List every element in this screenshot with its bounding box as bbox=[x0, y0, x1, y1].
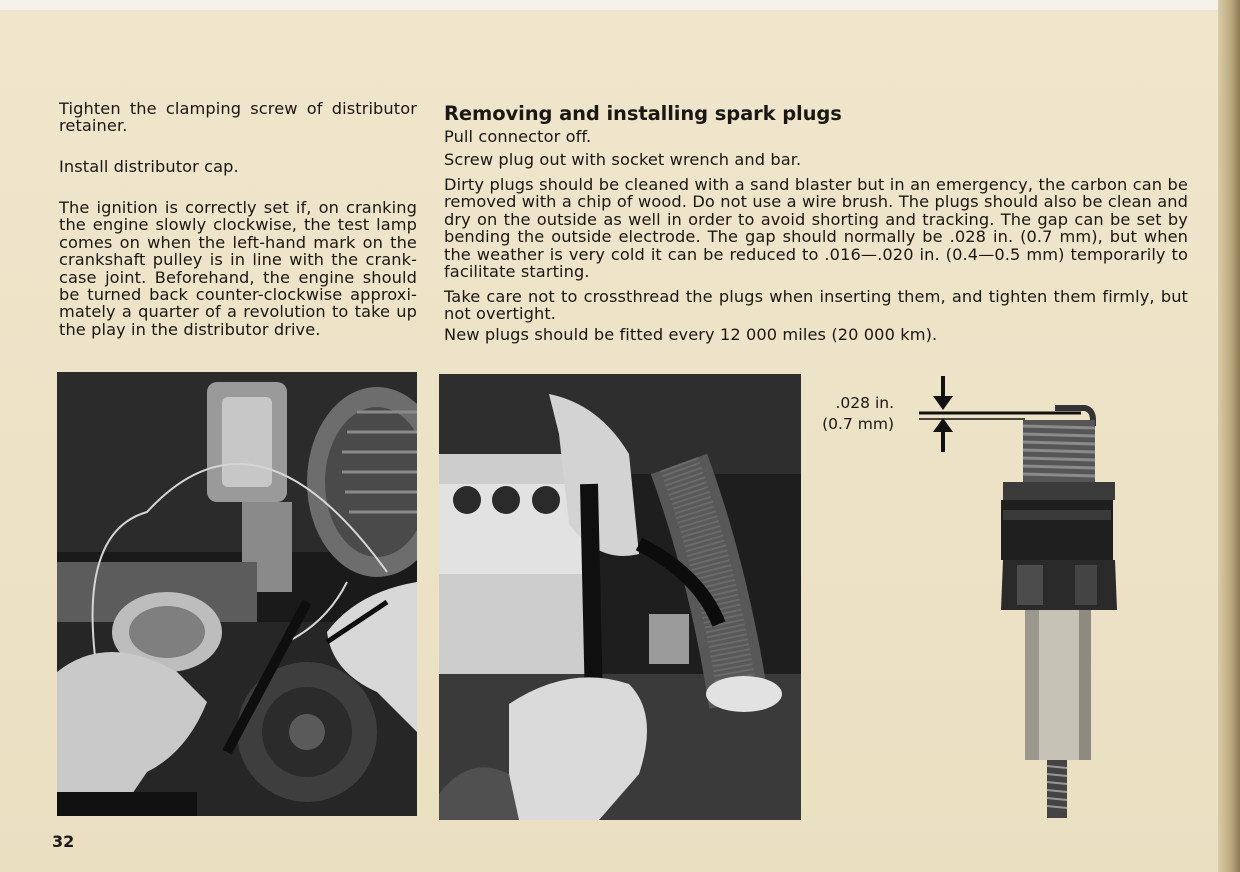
page-binding-edge bbox=[1218, 0, 1240, 872]
scan-top-border bbox=[0, 0, 1240, 10]
left-paragraph-clamping-screw: Tighten the clamping screw of distributor retainer. bbox=[59, 99, 417, 136]
right-paragraph-cleaning: Dirty plugs should be cleaned with a sand blaster but in an emergency, the carbon can be removed with a chip of wood. Do not use a wire brush. The plugs should also be clean and dry on the outside as well in order to avoid shorting and tracking. The gap can be set by bending the outside electrode. The gap should normally be .028 in. (0.7 mm), but when the weather is very cold it can be reduced to .016—.020 in. (0.4—0.5 mm) temporarily to facilitate starting. bbox=[444, 175, 1188, 282]
gap-measurement-inches: .028 in. bbox=[835, 394, 894, 412]
socket-wrench-photo bbox=[439, 374, 801, 820]
engine-distributor-photo bbox=[57, 372, 417, 816]
right-paragraph-socket-wrench: Screw plug out with socket wrench and bar. bbox=[444, 150, 802, 169]
section-heading: Removing and installing spark plugs bbox=[444, 102, 842, 125]
spark-plug-diagram bbox=[905, 370, 1125, 825]
left-paragraph-ignition-check: The ignition is correctly set if, on cranking the engine slowly clockwise, the test lamp comes on when the left-hand mark on the crankshaft pulley is in line with the crank-case joint. Beforehand, the engine should be turned back counter-clockwise approxi-mately a quarter of a revolution to take up the play in the distributor drive. bbox=[59, 198, 417, 339]
gap-measurement-millimeters: (0.7 mm) bbox=[822, 415, 894, 433]
right-paragraph-crossthread: Take care not to crossthread the plugs when inserting them, and tighten them firmly, but not overtight. bbox=[444, 287, 1188, 324]
right-paragraph-replacement-interval: New plugs should be fitted every 12 000 miles (20 000 km). bbox=[444, 325, 938, 344]
left-paragraph-distributor-cap: Install distributor cap. bbox=[59, 157, 239, 176]
page-number: 32 bbox=[52, 832, 75, 851]
right-paragraph-connector: Pull connector off. bbox=[444, 127, 592, 146]
